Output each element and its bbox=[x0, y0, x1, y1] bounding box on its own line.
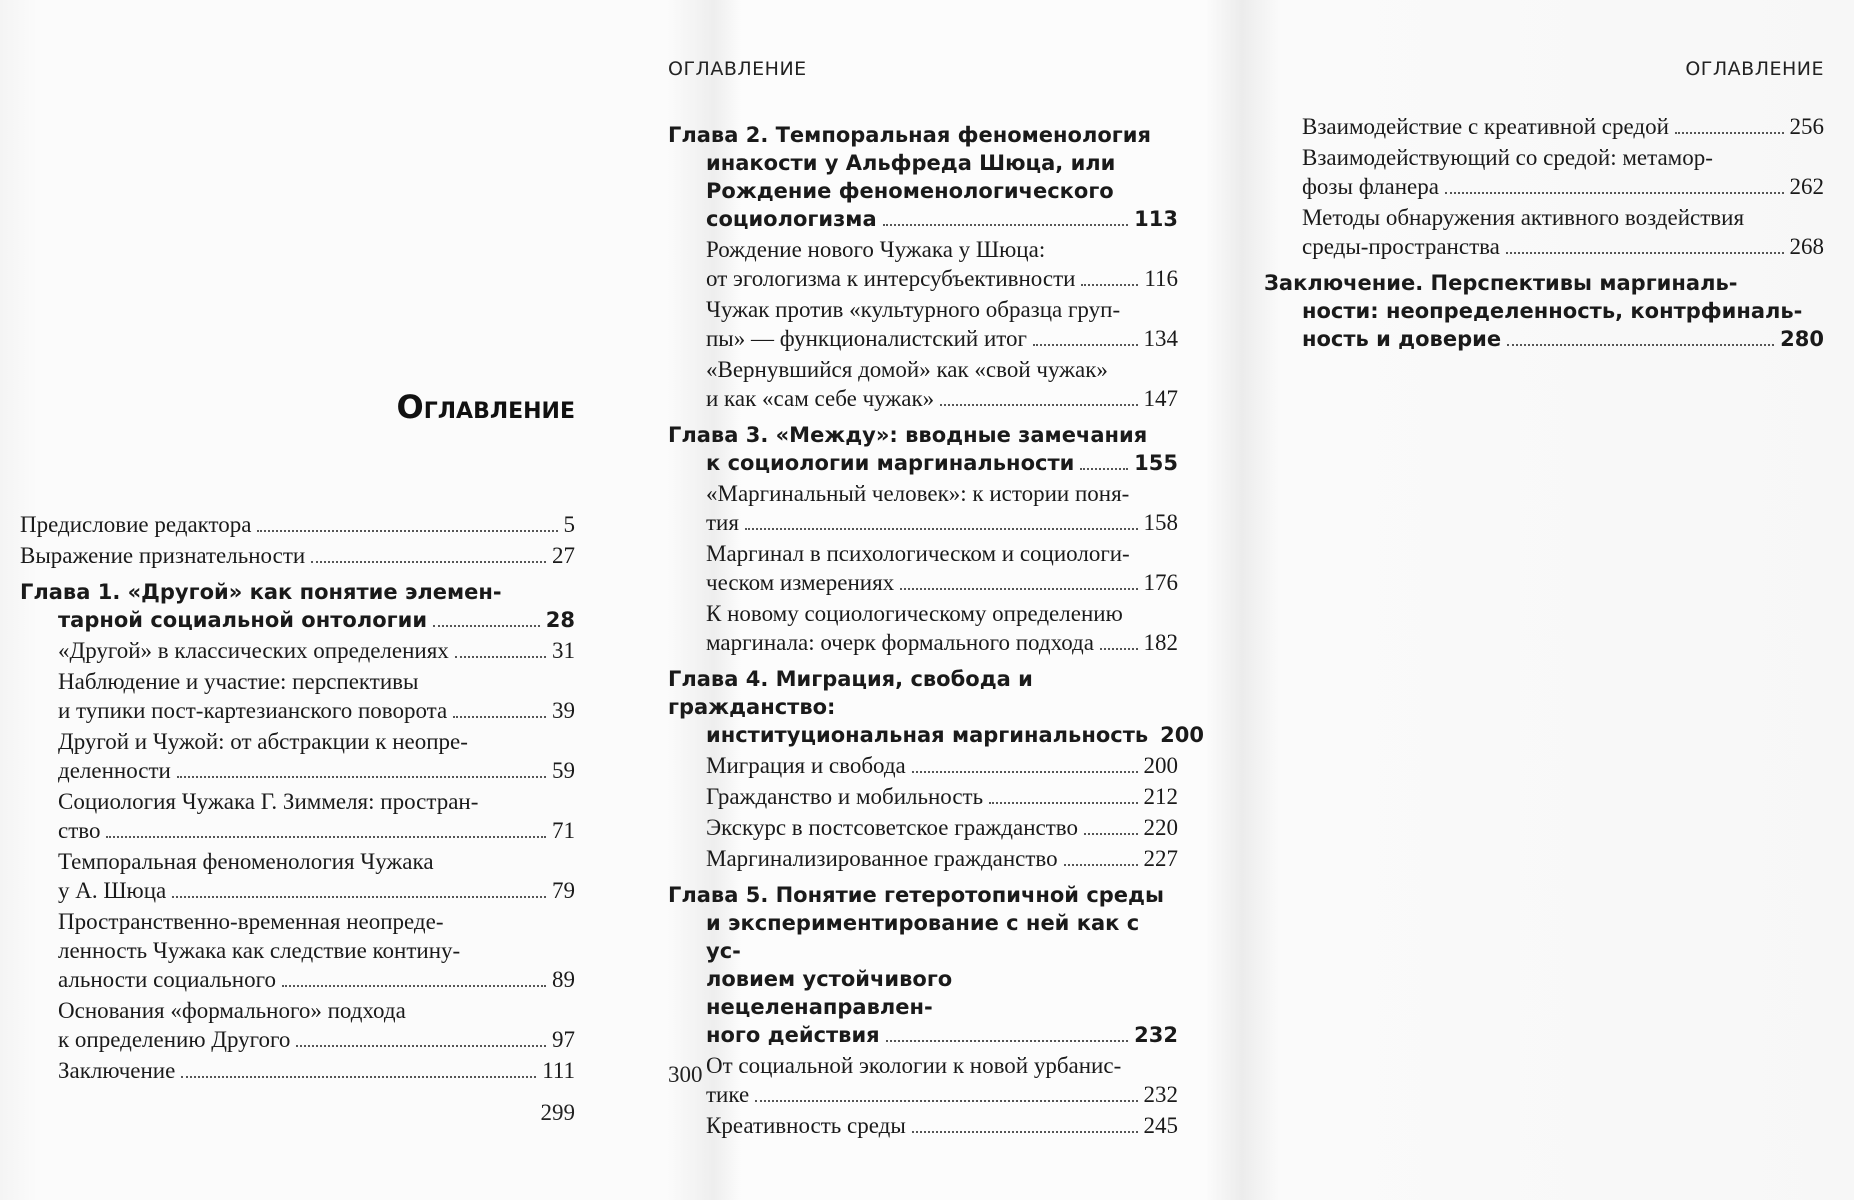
toc-entry-line: Рождение нового Чужака у Шюца: bbox=[706, 237, 1046, 262]
toc-page-number: 5 bbox=[563, 512, 575, 537]
toc-page-number: 31 bbox=[552, 638, 575, 663]
toc-entry-line: ности: неопределенность, контрфиналь- bbox=[1302, 299, 1803, 323]
toc-entry-last-line bbox=[20, 510, 575, 539]
toc-entry bbox=[20, 667, 575, 725]
toc-entry-title: маргинала: очерк формального подхода bbox=[706, 630, 1094, 655]
toc-entry bbox=[20, 847, 575, 905]
toc-entry bbox=[668, 1051, 1178, 1109]
dot-leader bbox=[1506, 252, 1784, 254]
toc-entry-line: «Маргинальный человек»: к истории поня- bbox=[706, 481, 1130, 506]
page-301 bbox=[1264, 0, 1824, 1200]
dot-leader bbox=[1084, 833, 1138, 835]
toc-page-number: 200 bbox=[1143, 753, 1178, 778]
dot-leader bbox=[106, 836, 546, 838]
running-header-left: ОГЛАВЛЕНИЕ bbox=[668, 58, 807, 80]
toc-list-right bbox=[1264, 112, 1824, 355]
toc-entry-line: «Вернувшийся домой» как «свой чужак» bbox=[706, 357, 1108, 382]
dot-leader bbox=[1675, 132, 1784, 134]
toc-entry-line: Заключение. Перспективы маргиналь- bbox=[1264, 271, 1738, 295]
toc-entry-last-line bbox=[58, 965, 575, 994]
toc-entry-line: Основания «формального» подхода bbox=[58, 998, 406, 1023]
toc-entry-line: Другой и Чужой: от абстракции к неопре- bbox=[58, 729, 468, 754]
toc-entry-title: Выражение признательности bbox=[20, 543, 306, 568]
dot-leader bbox=[433, 625, 540, 627]
toc-page-number: 256 bbox=[1789, 114, 1824, 139]
toc-entry-title: Гражданство и мобильность bbox=[706, 784, 984, 809]
toc-entry bbox=[668, 355, 1178, 413]
toc-entry-line: Наблюдение и участие: перспективы bbox=[58, 669, 419, 694]
dot-leader bbox=[912, 771, 1138, 773]
toc-page-number: 97 bbox=[552, 1027, 575, 1052]
toc-entry-title: институциональная маргинальность bbox=[706, 723, 1149, 747]
toc-entry-line: Глава 4. Миграция, свобода и гражданство: bbox=[668, 667, 1033, 719]
toc-entry-line: Маргинал в психологическом и социологи- bbox=[706, 541, 1130, 566]
toc-entry-title: и как «сам себе чужак» bbox=[706, 386, 935, 411]
dot-leader bbox=[282, 985, 546, 987]
page-300 bbox=[668, 0, 1205, 1200]
toc-page-number: 71 bbox=[552, 818, 575, 843]
toc-entry-last-line bbox=[668, 721, 1205, 749]
toc-entry-last-line bbox=[20, 541, 575, 570]
toc-page-number: 268 bbox=[1789, 234, 1824, 259]
toc-entry-title: у А. Шюца bbox=[58, 878, 167, 903]
toc-page-number: 176 bbox=[1143, 570, 1178, 595]
toc-entry-title: Предисловие редактора bbox=[20, 512, 252, 537]
toc-entry-title: тике bbox=[706, 1082, 750, 1107]
toc-entry-title: пы» — функционалистский итог bbox=[706, 326, 1027, 351]
toc-entry bbox=[668, 479, 1178, 537]
toc-entry-line: От социальной экологии к новой урбанис- bbox=[706, 1053, 1122, 1078]
running-header-right: ОГЛАВЛЕНИЕ bbox=[1685, 58, 1824, 80]
toc-list-left bbox=[20, 510, 575, 1087]
dot-leader bbox=[181, 1076, 536, 1078]
toc-page-number: 212 bbox=[1143, 784, 1178, 809]
dot-leader bbox=[755, 1100, 1137, 1102]
dot-leader bbox=[257, 530, 557, 532]
toc-entry bbox=[20, 787, 575, 845]
toc-page-number: 262 bbox=[1789, 174, 1824, 199]
dot-leader bbox=[1445, 192, 1784, 194]
toc-entry bbox=[668, 844, 1178, 873]
toc-page-number: 111 bbox=[542, 1058, 575, 1083]
toc-entry-line: Темпоральная феноменология Чужака bbox=[58, 849, 434, 874]
toc-entry-last-line bbox=[706, 568, 1178, 597]
dot-leader bbox=[989, 802, 1137, 804]
toc-page-number: 39 bbox=[552, 698, 575, 723]
toc-entry bbox=[668, 782, 1178, 811]
toc-entry-title: среды-пространства bbox=[1302, 234, 1500, 259]
toc-page-number: 232 bbox=[1143, 1082, 1178, 1107]
toc-entry-line: Глава 2. Темпоральная феноменология bbox=[668, 123, 1151, 147]
toc-page-number: 28 bbox=[545, 608, 575, 632]
dot-leader bbox=[745, 528, 1138, 530]
toc-chapter-entry bbox=[668, 121, 1178, 233]
toc-entry-last-line bbox=[58, 636, 575, 665]
toc-page-number: 134 bbox=[1143, 326, 1178, 351]
toc-chapter-entry bbox=[1264, 269, 1824, 353]
toc-entry-last-line bbox=[706, 782, 1178, 811]
toc-entry-line: ловием устойчивого нецеленаправлен- bbox=[706, 967, 953, 1019]
page-number-299: 299 bbox=[540, 1100, 575, 1125]
toc-entry-line: Глава 5. Понятие гетеротопичной среды bbox=[668, 883, 1165, 907]
toc-entry-title: Взаимодействие с креативной средой bbox=[1302, 114, 1669, 139]
toc-chapter-entry bbox=[20, 578, 575, 634]
toc-entry bbox=[20, 996, 575, 1054]
toc-entry bbox=[20, 907, 575, 994]
toc-list-middle bbox=[668, 113, 1205, 1142]
toc-entry bbox=[1264, 112, 1824, 141]
toc-entry-line: Взаимодействующий со средой: метамор- bbox=[1302, 145, 1713, 170]
toc-entry-line: Глава 3. «Между»: вводные замечания bbox=[668, 423, 1148, 447]
toc-entry-title: Креативность среды bbox=[706, 1113, 906, 1138]
toc-entry-title: Экскурс в постсоветское гражданство bbox=[706, 815, 1078, 840]
toc-entry-line: К новому социологическому определению bbox=[706, 601, 1123, 626]
toc-page-number: 113 bbox=[1134, 207, 1178, 231]
toc-entry-last-line bbox=[706, 1080, 1178, 1109]
toc-entry-last-line bbox=[706, 628, 1178, 657]
toc-page-number: 158 bbox=[1143, 510, 1178, 535]
dot-leader bbox=[940, 404, 1137, 406]
toc-entry-title: тия bbox=[706, 510, 739, 535]
dot-leader bbox=[296, 1045, 546, 1047]
toc-entry bbox=[668, 1111, 1178, 1140]
page-number-300: 300 bbox=[668, 1062, 703, 1087]
toc-entry-title: к социологии маргинальности bbox=[706, 451, 1075, 475]
toc-entry-last-line bbox=[706, 844, 1178, 873]
toc-entry-last-line bbox=[668, 205, 1178, 233]
toc-page-number: 59 bbox=[552, 758, 575, 783]
toc-entry-title: Маргинализированное гражданство bbox=[706, 846, 1058, 871]
toc-entry-last-line bbox=[58, 816, 575, 845]
dot-leader bbox=[311, 561, 546, 563]
toc-entry-last-line bbox=[1302, 172, 1824, 201]
toc-entry-line: Глава 1. «Другой» как понятие элемен- bbox=[20, 580, 502, 604]
toc-entry-title: к определению Другого bbox=[58, 1027, 291, 1052]
toc-entry bbox=[20, 510, 575, 539]
dot-leader bbox=[886, 1040, 1128, 1042]
toc-entry bbox=[20, 636, 575, 665]
toc-chapter-entry bbox=[668, 421, 1178, 477]
toc-entry-last-line bbox=[1302, 232, 1824, 261]
toc-entry-last-line bbox=[58, 876, 575, 905]
toc-entry bbox=[668, 599, 1178, 657]
toc-title: Оглавление bbox=[396, 388, 575, 426]
toc-entry-title: ческом измерениях bbox=[706, 570, 895, 595]
dot-leader bbox=[455, 656, 546, 658]
toc-entry bbox=[20, 1056, 575, 1085]
toc-entry-title: Заключение bbox=[58, 1058, 176, 1083]
toc-entry-last-line bbox=[706, 508, 1178, 537]
toc-entry-last-line bbox=[706, 1111, 1178, 1140]
toc-entry-last-line bbox=[706, 324, 1178, 353]
toc-entry-last-line bbox=[1264, 325, 1824, 353]
toc-page-number: 147 bbox=[1143, 386, 1178, 411]
toc-page-number: 79 bbox=[552, 878, 575, 903]
toc-entry-last-line bbox=[58, 756, 575, 785]
toc-entry-last-line bbox=[1302, 112, 1824, 141]
toc-entry-last-line bbox=[668, 449, 1178, 477]
toc-page-number: 220 bbox=[1143, 815, 1178, 840]
toc-entry-last-line bbox=[58, 1025, 575, 1054]
toc-entry-title: ного действия bbox=[706, 1023, 880, 1047]
toc-page-number: 89 bbox=[552, 967, 575, 992]
toc-entry-title: альности социального bbox=[58, 967, 276, 992]
toc-entry-last-line bbox=[58, 1056, 575, 1085]
dot-leader bbox=[177, 776, 546, 778]
toc-entry-line: инакости у Альфреда Шюца, или bbox=[706, 151, 1116, 175]
dot-leader bbox=[912, 1131, 1138, 1133]
toc-page-number: 27 bbox=[552, 543, 575, 568]
toc-entry-title: ность и доверие bbox=[1302, 327, 1502, 351]
dot-leader bbox=[1507, 344, 1774, 346]
toc-chapter-entry bbox=[668, 665, 1205, 749]
toc-entry-last-line bbox=[668, 1021, 1178, 1049]
toc-page-number: 227 bbox=[1143, 846, 1178, 871]
toc-entry bbox=[1264, 143, 1824, 201]
dot-leader bbox=[1064, 864, 1138, 866]
dot-leader bbox=[1080, 468, 1128, 470]
dot-leader bbox=[172, 896, 546, 898]
toc-entry-line: и экспериментирование с ней как с ус- bbox=[706, 911, 1140, 963]
toc-entry-last-line bbox=[20, 606, 575, 634]
toc-page-number: 182 bbox=[1143, 630, 1178, 655]
dot-leader bbox=[1033, 344, 1138, 346]
toc-entry bbox=[668, 751, 1178, 780]
toc-entry bbox=[1264, 203, 1824, 261]
toc-entry bbox=[668, 295, 1178, 353]
toc-entry-line: Чужак против «культурного образца груп- bbox=[706, 297, 1121, 322]
dot-leader bbox=[883, 224, 1129, 226]
toc-entry-last-line bbox=[706, 751, 1178, 780]
toc-entry-line: Пространственно-временная неопреде- bbox=[58, 909, 444, 934]
toc-entry-last-line bbox=[706, 264, 1178, 293]
toc-entry bbox=[20, 727, 575, 785]
toc-entry-last-line bbox=[58, 696, 575, 725]
toc-entry-last-line bbox=[706, 813, 1178, 842]
toc-entry-line: ленность Чужака как следствие контину- bbox=[58, 938, 461, 963]
dot-leader bbox=[900, 588, 1137, 590]
toc-page-number: 200 bbox=[1160, 723, 1205, 747]
toc-chapter-entry bbox=[668, 881, 1178, 1049]
toc-entry-last-line bbox=[706, 384, 1178, 413]
toc-entry bbox=[668, 813, 1178, 842]
toc-entry-title: деленности bbox=[58, 758, 171, 783]
page-299 bbox=[20, 0, 575, 1200]
toc-entry-title: тарной социальной онтологии bbox=[58, 608, 428, 632]
toc-entry-title: и тупики пост-картезианского поворота bbox=[58, 698, 448, 723]
toc-entry-title: ство bbox=[58, 818, 101, 843]
toc-entry-title: социологизма bbox=[706, 207, 877, 231]
toc-page-number: 280 bbox=[1780, 327, 1824, 351]
toc-page-number: 245 bbox=[1143, 1113, 1178, 1138]
toc-page-number: 116 bbox=[1144, 266, 1178, 291]
toc-entry-line: Методы обнаружения активного воздействия bbox=[1302, 205, 1745, 230]
toc-entry bbox=[20, 541, 575, 570]
toc-entry bbox=[668, 539, 1178, 597]
toc-entry-line: Рождение феноменологического bbox=[706, 179, 1114, 203]
toc-entry-title: «Другой» в классических определениях bbox=[58, 638, 449, 663]
toc-entry-title: Миграция и свобода bbox=[706, 753, 906, 778]
toc-page-number: 155 bbox=[1134, 451, 1178, 475]
toc-entry-title: от эгологизма к интерсубъективности bbox=[706, 266, 1076, 291]
dot-leader bbox=[1081, 284, 1138, 286]
toc-page-number: 232 bbox=[1134, 1023, 1178, 1047]
dot-leader bbox=[453, 716, 546, 718]
toc-entry-line: Социология Чужака Г. Зиммеля: простран- bbox=[58, 789, 479, 814]
toc-entry-title: фозы фланера bbox=[1302, 174, 1439, 199]
toc-entry bbox=[668, 235, 1178, 293]
dot-leader bbox=[1100, 648, 1138, 650]
